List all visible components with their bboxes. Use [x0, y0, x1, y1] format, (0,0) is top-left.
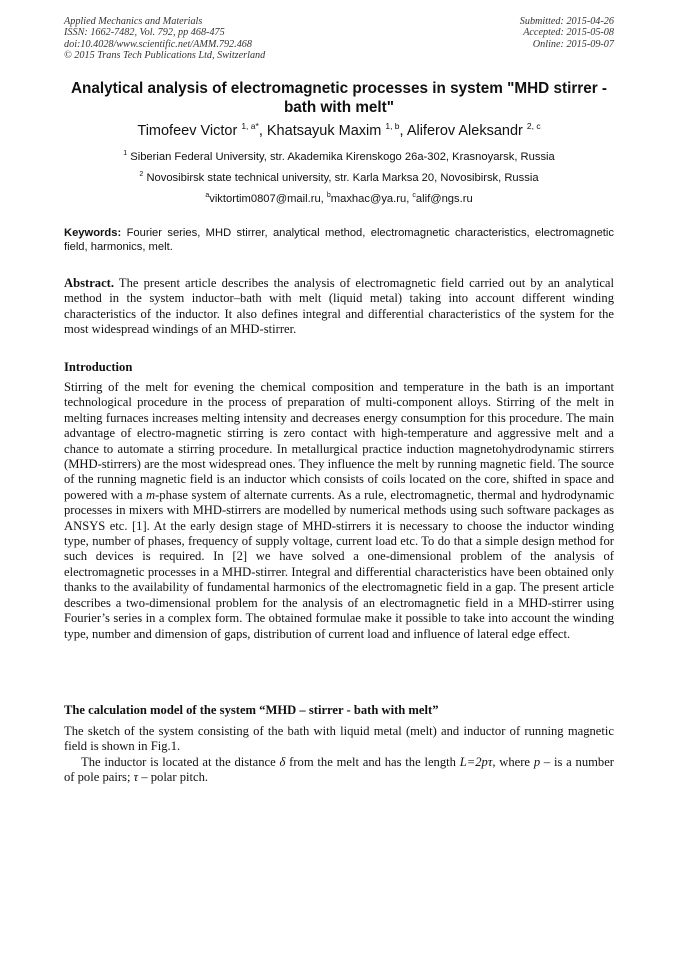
author-superscript: 2, c — [526, 121, 541, 131]
doi-line: doi:10.4028/www.scientific.net/AMM.792.468 — [64, 38, 252, 50]
calculation-paragraph-2 — [64, 755, 614, 786]
intro-text: Stirring of the melt for evening the chemical composition and temperature in the bath is an important technological procedure in the process of preparation of multi-component alloys. Stirring of the melt in melting furnaces increases melting intensity and decreases energy consumption for this procedure. The main advantage of electro-magnetic stirring is zero contact with high-temperature and aggressive melt and a chance to automate a stirring procedure. In metallurgical practice induction magnetohydrodynamic stirrers (MHD-stirrers) are the most widespread ones. They influence the melt by running magnetic field. The source of the running magnetic field is an inductor which consists of coils located on the core, shifted in space and powered with a — [64, 380, 614, 502]
email-link[interactable]: maxhac@ya.ru, — [330, 193, 413, 205]
affiliation-marker: 2 — [139, 171, 144, 178]
symbol-delta: δ — [279, 755, 286, 769]
accepted-date: Accepted: 2015-05-08 — [523, 27, 614, 39]
affiliation-2 — [64, 171, 614, 185]
abstract-text: The present article describes the analysis of electromagnetic field carried out by an analytical method in the system inductor–bath with melt (liquid metal) taking into account different winding characteristics of the inductor. It also defines integral and differential characteristics of the system for the most widespread windings of an MHD-stirrer. — [64, 276, 614, 337]
author-list — [64, 122, 614, 140]
keywords-label: Keywords: — [64, 227, 122, 239]
journal-name: Applied Mechanics and Materials — [64, 16, 203, 27]
introduction-heading: Introduction — [64, 360, 133, 374]
copyright-line: © 2015 Trans Tech Publications Ltd, Switzerland — [64, 50, 266, 62]
calc-text: – polar pitch. — [138, 770, 209, 785]
calculation-heading: The calculation model of the system “MHD – stirrer - bath with melt” — [64, 703, 439, 717]
online-date: Online: 2015-09-07 — [532, 38, 614, 50]
issn-line: ISSN: 1662-7482, Vol. 792, pp 468-475 — [64, 27, 225, 39]
author-separator: , — [258, 123, 267, 139]
submitted-date: Submitted: 2015-04-26 — [519, 16, 614, 27]
paper-title: Analytical analysis of electromagnetic processes in system "MHD stirrer - bath with melt" — [70, 80, 608, 116]
affiliation-text: Novosibirsk state technical university, str. Karla Marksa 20, Novosibirsk, Russia — [146, 172, 539, 184]
keywords-text: Fourier series, MHD stirrer, analytical method, electromagnetic characteristics, electromagnetic field, harmonics, melt. — [64, 227, 614, 253]
email-list — [64, 192, 614, 206]
affiliation-text: Siberian Federal University, str. Akademika Kirenskogo 26a-302, Krasnoyarsk, Russia — [130, 151, 555, 163]
abstract-block — [64, 276, 614, 338]
author-superscript: 1, b — [385, 121, 400, 131]
email-link[interactable]: alif@ngs.ru — [415, 193, 473, 205]
email-link[interactable]: viktortim0807@mail.ru, — [209, 193, 327, 205]
calc-text: The inductor is located at the distance — [81, 755, 280, 769]
calc-text: , where — [492, 755, 534, 769]
formula-length: L=2pτ — [459, 755, 493, 769]
author-separator: , — [399, 123, 407, 139]
affiliation-marker: 1 — [123, 150, 128, 157]
abstract-label: Abstract. — [64, 276, 115, 290]
dates-header — [520, 16, 614, 50]
intro-symbol-m: m — [145, 487, 156, 502]
journal-header — [64, 16, 265, 62]
symbol-tau: τ — [133, 770, 139, 785]
symbol-p: p — [533, 755, 541, 769]
email-marker: a — [205, 192, 210, 199]
affiliation-1 — [64, 150, 614, 164]
calc-text: from the melt and has the length — [285, 755, 460, 769]
intro-text-rest: -phase system of alternate currents. As a rule, electromagnetic, thermal and hydrodynamic processes in mixers with MHD-stirrers are modelled by numerical methods using such software packages as ANSYS etc. [1]. At the early design stage of MHD-stirrers it is necessary to choose the inductor winding type, number of phases, frequency of supply voltage, current load etc. To do that a simple design method for such devices is required. In [2] we have solved a one-dimensional problem of the analysis of electromagnetic processes in a MHD-stirrer. Integral and differential characteristics have been obtained only thanks to the availability of fundamental harmonics of the electromagnetic field in a gap. The present article describes a two-dimensional problem for the analysis of an electromagnetic field in a MHD-stirrer using Fourier’s series in a complex form. The obtained formulae make it possible to take into account the winding type, number and dimension of gaps, distribution of current load and influence of lateral edge effect. — [64, 487, 614, 641]
author-name: Aliferov Aleksandr — [406, 123, 523, 139]
calculation-paragraph-1: The sketch of the system consisting of the bath with liquid metal (melt) and inductor of running magnetic field is shown in Fig.1. — [64, 724, 614, 754]
calc-text: – is a number of pole pairs; — [64, 755, 614, 785]
email-marker: c — [412, 192, 416, 199]
introduction-paragraph — [64, 380, 614, 642]
author-superscript: 1, a* — [241, 121, 259, 131]
keywords-block — [64, 227, 614, 254]
email-marker: b — [326, 192, 331, 199]
author-name: Khatsayuk Maxim — [266, 123, 382, 139]
author-name: Timofeev Victor — [137, 123, 238, 139]
